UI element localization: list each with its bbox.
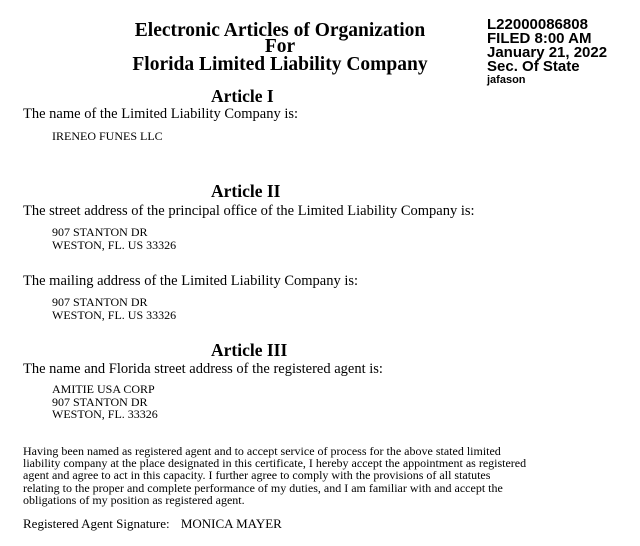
mailing-address bbox=[52, 296, 176, 321]
agent-name: AMITIE USA CORP bbox=[52, 382, 155, 396]
article-1-intro: The name of the Limited Liability Company is: bbox=[23, 106, 299, 122]
office-name: Sec. Of State bbox=[487, 58, 580, 75]
principal-address-line-1: 907 STANTON DR bbox=[52, 225, 148, 239]
agent-address-line-2: WESTON, FL. 33326 bbox=[52, 407, 158, 421]
acceptance-line-3: agent and agree to act in this capacity. I further agree to comply with the provisions of all statutes bbox=[23, 468, 491, 483]
registered-agent-address bbox=[52, 383, 158, 421]
mailing-address-intro: The mailing address of the Limited Liability Company is: bbox=[23, 273, 359, 289]
acceptance-line-5: obligations of my position as registered agent. bbox=[23, 492, 245, 507]
registered-agent-signature bbox=[23, 516, 282, 532]
filed-date: January 21, 2022 bbox=[487, 44, 608, 61]
principal-address bbox=[52, 226, 176, 251]
mailing-address-line-1: 907 STANTON DR bbox=[52, 295, 148, 309]
company-name: IRENEO FUNES LLC bbox=[52, 129, 163, 143]
title-line-2: For bbox=[264, 36, 296, 57]
title-line-3: Florida Limited Liability Company bbox=[132, 54, 428, 75]
principal-address-line-2: WESTON, FL. US 33326 bbox=[52, 237, 177, 252]
title-line-1: Electronic Articles of Organization bbox=[134, 20, 426, 41]
clerk-name: jafason bbox=[487, 74, 526, 86]
filed-time: FILED 8:00 AM bbox=[487, 30, 592, 47]
registered-agent-intro: The name and Florida street address of the registered agent is: bbox=[23, 361, 383, 377]
document-title bbox=[95, 20, 465, 75]
acceptance-line-2: liability company at the place designated in this certificate, I hereby accept the appointment as registered bbox=[23, 456, 527, 471]
acceptance-line-4: relating to the proper and complete performance of my duties, and I am familiar with and accept the bbox=[23, 480, 503, 495]
filing-stamp bbox=[487, 18, 607, 86]
article-3-heading: Article III bbox=[211, 340, 288, 360]
acceptance-line-1: Having been named as registered agent and to accept service of process for the above stated limited bbox=[23, 444, 501, 458]
principal-office-intro: The street address of the principal office of the Limited Liability Company is: bbox=[23, 203, 475, 219]
agent-acceptance-statement bbox=[23, 445, 526, 506]
mailing-address-line-2: WESTON, FL. US 33326 bbox=[52, 307, 177, 322]
signature-value: MONICA MAYER bbox=[180, 516, 282, 531]
article-2-heading: Article II bbox=[211, 181, 281, 201]
signature-label: Registered Agent Signature: bbox=[23, 516, 170, 531]
document-number: L22000086808 bbox=[487, 16, 588, 33]
agent-address-line-1: 907 STANTON DR bbox=[52, 394, 148, 409]
article-1-heading: Article I bbox=[211, 86, 274, 106]
